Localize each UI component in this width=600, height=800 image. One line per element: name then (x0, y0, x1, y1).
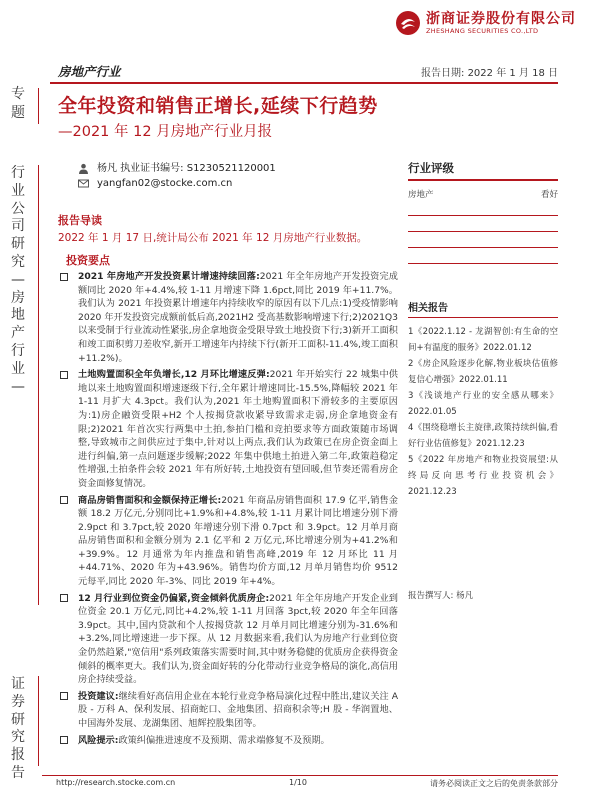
industry-label: 房地产行业 (58, 64, 121, 79)
footer-disclaimer: 请务必阅读正文之后的免责条款部分 (430, 779, 558, 788)
intro-heading: 报告导读 (58, 214, 102, 227)
highlight-item (58, 734, 398, 748)
report-subtitle: —2021 年 12 月房地产行业月报 (58, 124, 273, 140)
rating-blank-line (408, 247, 558, 248)
rating-value: 看好 (540, 189, 558, 200)
logo-cn-text: 浙商证券股份有限公司 (426, 10, 576, 27)
mail-icon (78, 178, 89, 189)
highlight-body: 继续看好高信用企业在本轮行业竞争格局演化过程中胜出,建议关注 A 股 - 万科 A、保利发展、招商蛇口、金地集团、招商积余等;H 股 - 华润置地、中国海外发展、龙湖集团、旭辉控股集团等。 (78, 690, 398, 729)
rating-blank-line (408, 215, 558, 216)
highlight-head: 商品房销售面积和金额保持正增长: (78, 494, 222, 506)
side-label-bottom: 证券研究报告 (11, 676, 25, 781)
highlight-body: 政策纠偏推进速度不及预期、需求端修复不及预期。 (118, 734, 330, 746)
footer-page-number: 1/10 (289, 778, 307, 787)
side-divider-top (38, 88, 39, 124)
highlight-body: 2021 年全年房地产开发投资完成额同比 2020 年+4.4%,较 1-11 月增速下降 1.6pct,同比 2019 年+11.7%。我们认为 2021 年投资累计增速年内持续收窄的原因有以下几点:1)受疫情影响 2020 年开发投资完成额前低后高,2021H2 受高基数影响增速下行;2)2021Q3 以来受制于行业流动性紧张,房企拿地资金受限导致土地投资下行;3)新开工面积和竣工面积剪刀差收窄,新开工增速年内持续下行(新开工面积-11.4%,竣工面积+11.2%)。 (78, 271, 398, 364)
highlight-body: 2021 年全年房地产开发企业到位资金 20.1 万亿元,同比+4.2%,较 1-11 月回落 3pct,较 2020 年全年回落 3.9pct。其中,国内贷款和个人按揭贷款 12 月单月同比增速分别为-31.6%和+3.2%,同比增速进一步下探。从 12 月数据来看,我们认为房地产行业到位资金仍然趋紧,"宽信用"系列政策落实需要时间,其中财务稳健的优质房企获得资金倾斜的概率更大。我们认为,资金面好转的分化带动行业竞争格局的演化,高信用房企持续受益。 (78, 592, 398, 686)
side-divider-bottom (38, 676, 39, 766)
rating-title: 行业评级 (408, 161, 454, 175)
related-report-link[interactable]: 2《房企风险逐步化解,物业板块估值修复信心增强》2022.01.11 (408, 358, 558, 385)
highlight-item (58, 690, 398, 731)
highlight-item (58, 494, 398, 589)
author-name-cert: 杨凡 执业证书编号: S1230521120001 (97, 163, 276, 174)
bullet-square-icon (60, 736, 68, 744)
logo-en-text: ZHESHANG SECURITIES CO.,LTD (426, 26, 539, 35)
bullet-square-icon (60, 594, 68, 602)
related-report-link[interactable]: 4《围绕稳增长主旋律,政策持续纠偏,看好行业估值修复》2021.12.23 (408, 422, 558, 449)
bullet-square-icon (60, 692, 68, 700)
rating-blank-line (408, 263, 558, 264)
rating-divider (408, 179, 558, 181)
highlight-head: 风险提示: (78, 734, 119, 746)
side-label-category: 行业公司研究—房地产行业— (11, 165, 25, 395)
rating-row (408, 188, 558, 200)
header-divider (50, 82, 558, 84)
highlight-item (58, 592, 398, 687)
report-author: 报告撰写人: 杨凡 (408, 591, 474, 601)
footer-url[interactable]: http://research.stocke.com.cn (56, 778, 176, 787)
related-divider (408, 317, 558, 318)
bullet-square-icon (60, 371, 68, 379)
highlights-list (58, 270, 398, 750)
intro-text: 2022 年 1 月 17 日,统计局公布 2021 年 12 月房地产行业数据。 (58, 232, 368, 244)
company-logo (395, 10, 576, 36)
highlights-heading: 投资要点 (66, 254, 110, 267)
bullet-square-icon (60, 273, 68, 281)
right-column (408, 160, 558, 500)
highlight-head: 12 月行业到位资金仍偏紧,资金倾斜优质房企: (78, 592, 270, 604)
footer-divider (42, 775, 558, 776)
highlight-head: 2021 年房地产开发投资累计增速持续回落: (78, 271, 260, 282)
rating-blank-line (408, 231, 558, 232)
highlight-head: 投资建议: (78, 690, 119, 702)
highlight-item (58, 368, 398, 490)
side-label-zhuanti: 专题 (11, 86, 25, 121)
author-email[interactable]: yangfan02@stocke.com.cn (97, 178, 233, 189)
zheshang-logo-icon (395, 10, 421, 36)
related-reports-list (408, 324, 558, 500)
report-date: 报告日期: 2022 年 1 月 18 日 (421, 68, 558, 79)
related-report-link[interactable]: 5《2022 年房地产和物业投资展望:从终局反向思考行业投资机会》2021.12.23 (408, 454, 558, 497)
highlight-head: 土地购置面积全年负增长,12 月环比增速反弹: (78, 369, 270, 381)
side-divider-main (38, 165, 39, 605)
highlight-body: 2021 年商品房销售面积 17.9 亿平,销售金额 18.2 万亿元,分别同比+1.9%和+4.8%,较 1-11 月累计同比增速分别下滑 2.9pct 和 3.7pct,较 2020 年增速分别下滑 0.7pct 和 3.9pct。12 月单月商品房销售面积和金额分别为 2.1 亿平和 2 万亿元,环比增速分别为+41.2%和+39.9%。12 月通常为年内推盘和销售高峰,2019 年 12 月环比 11 月+44.71%、2020 年为+43.96%。销售均价方面,12 月单月销售均价 9512 元每平,同比 2020 年-3%、同比 2019 年+4%。 (78, 494, 398, 588)
related-report-link[interactable]: 3《浅谈地产行业的安全感从哪来》2022.01.05 (408, 390, 558, 417)
person-icon (78, 163, 89, 174)
highlight-item (58, 270, 398, 365)
related-report-link[interactable]: 1《2022.1.12 - 龙湖智创:有生命的空间+有温度的服务》2022.01.12 (408, 326, 558, 353)
author-block (78, 161, 276, 191)
rating-sector: 房地产 (408, 189, 434, 200)
bullet-square-icon (60, 496, 68, 504)
highlight-body: 2021 年开始实行 22 城集中供地以来土地购置面积增速逐级下行,全年累计增速同比-15.5%,降幅较 2021 年 1-11 月扩大 4.3pct。我们认为,2021 年土地购置面积下滑较多的主要原因为:1)房企融资受限+H2 个人按揭贷款收紧导致需求走弱,房企拿地资金有限;2)2021 年首次实行两集中土拍,参拍门槛和竞拍要求等方面政策随市场调整,导致城市之间供应过于集中,针对以上两点,我们认为政策已在房企资金面上进行纠偏,第一点问题逐步缓解;2022 年集中供地土拍进入第二年,政策趋稳定性增强,土拍条件会较 2021 年有所好转,土地投资有望回暖,但节奏还需看房企资金面修复情况。 (78, 369, 398, 489)
report-title: 全年投资和销售正增长,延续下行趋势 (58, 95, 378, 117)
related-reports-title: 相关报告 (408, 302, 448, 314)
